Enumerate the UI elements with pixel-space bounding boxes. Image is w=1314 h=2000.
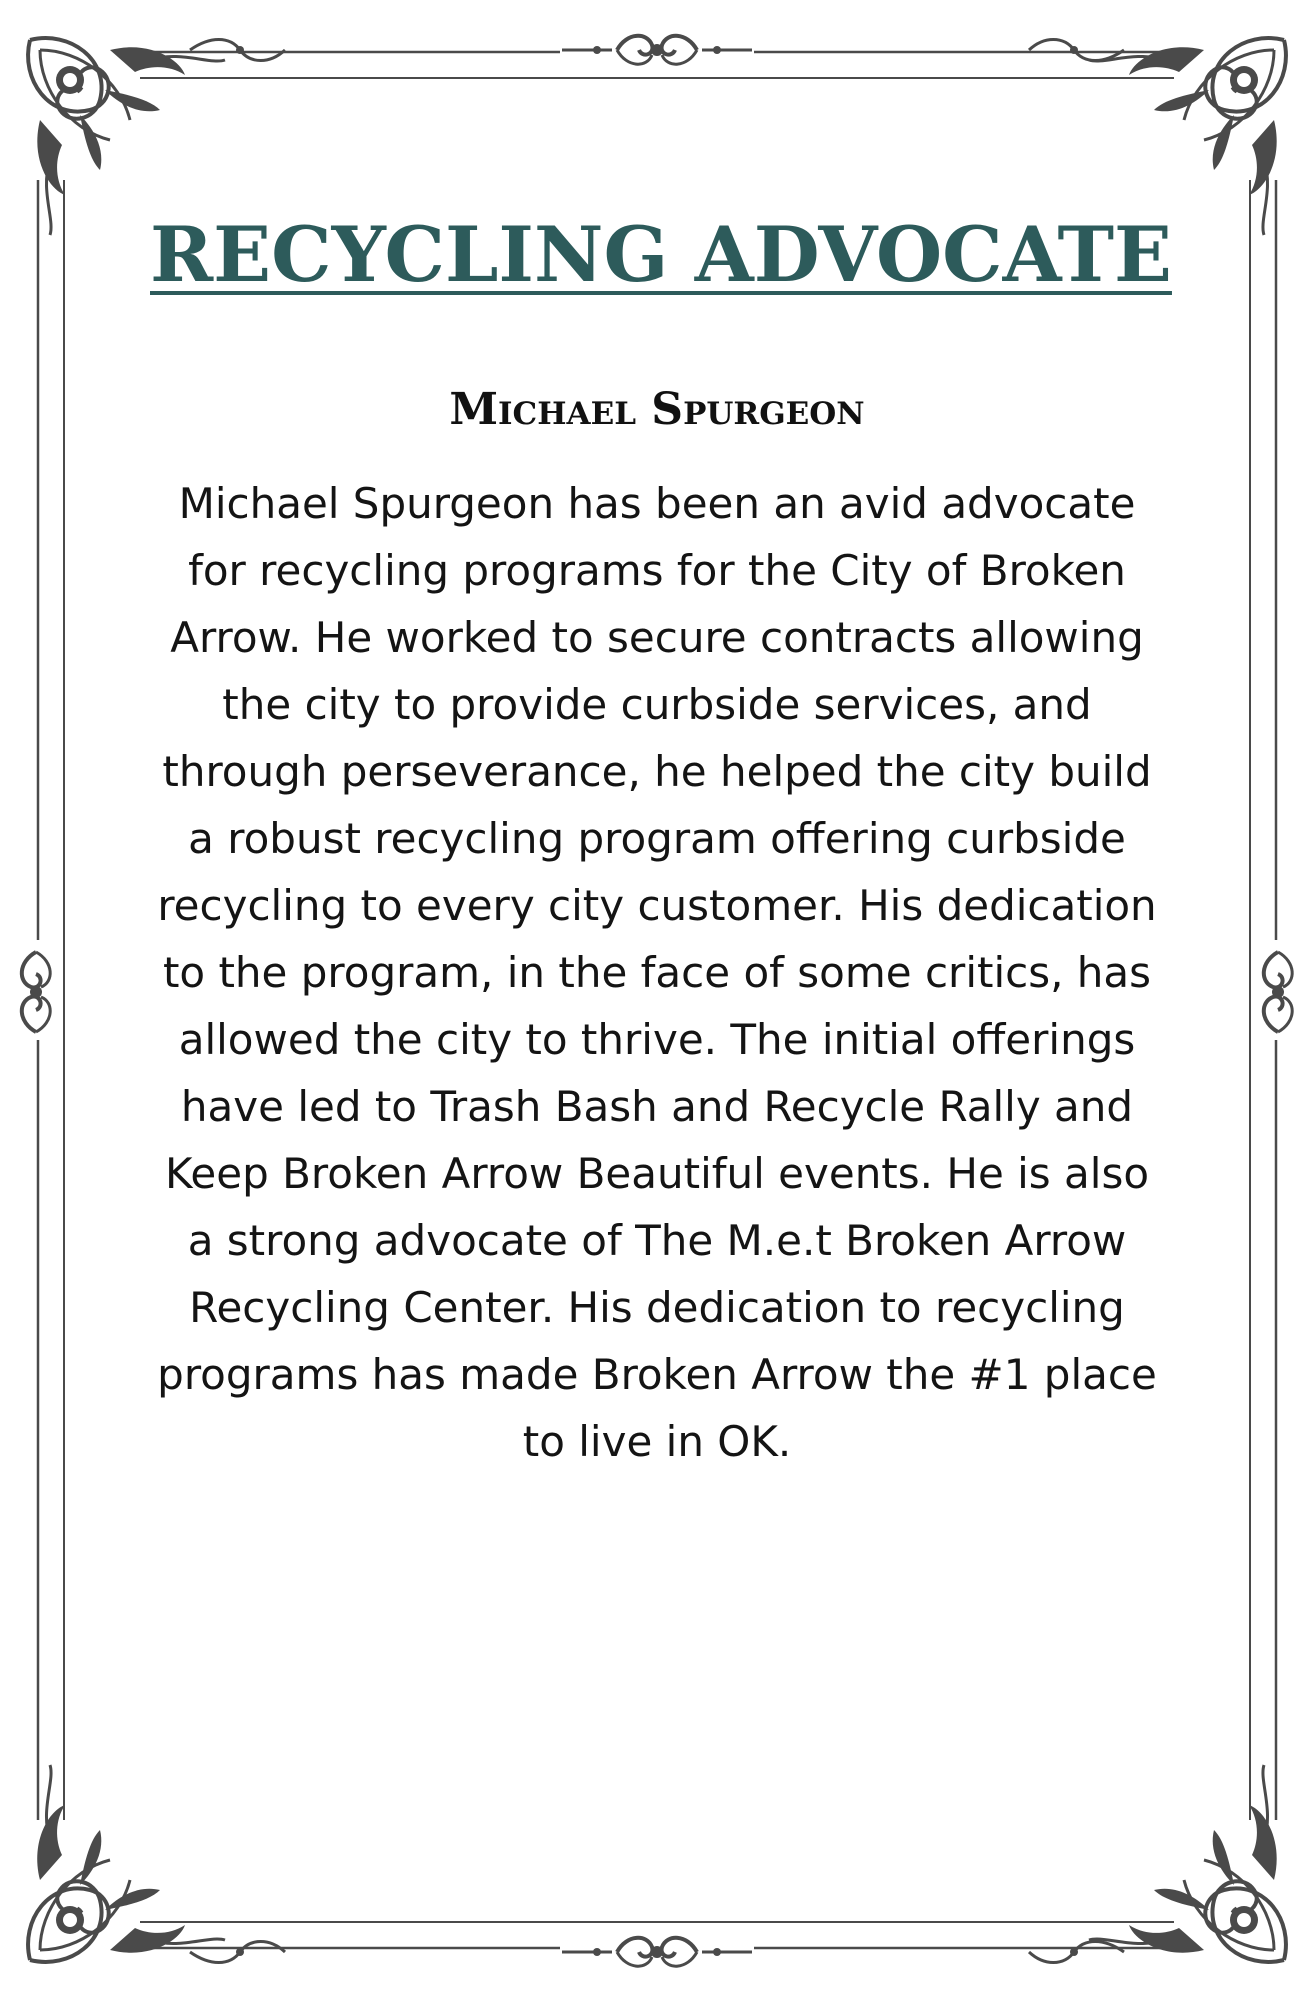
certificate-body: Michael Spurgeon has been an avid advocate for recycling programs for the City of Broken Arrow. He worked to secure contracts allowing the city to provide curbside services, and through perseverance, he helped the city build a robust recycling program offering curbside recycling to every city customer. His dedication to the program, in the face of some critics, has allowed the city to thrive. The initial offerings have led to Trash Bash and Recycle Rally and Keep Broken Arrow Beautiful events. He is also a strong advocate of The M.e.t Broken Arrow Recycling Center. His dedication to recycling programs has made Broken Arrow the #1 place to live in OK. — [157, 479, 1157, 1466]
recipient-name: Michael Spurgeon — [449, 384, 865, 435]
bottom-left-accent-flourish — [190, 1942, 285, 1963]
bottom-right-accent-flourish — [1029, 1942, 1124, 1963]
top-left-accent-flourish — [190, 40, 285, 61]
certificate-content — [150, 200, 1172, 1475]
top-right-accent-flourish — [1029, 40, 1124, 61]
certificate-title: RECYCLING ADVOCATE — [150, 210, 1172, 299]
